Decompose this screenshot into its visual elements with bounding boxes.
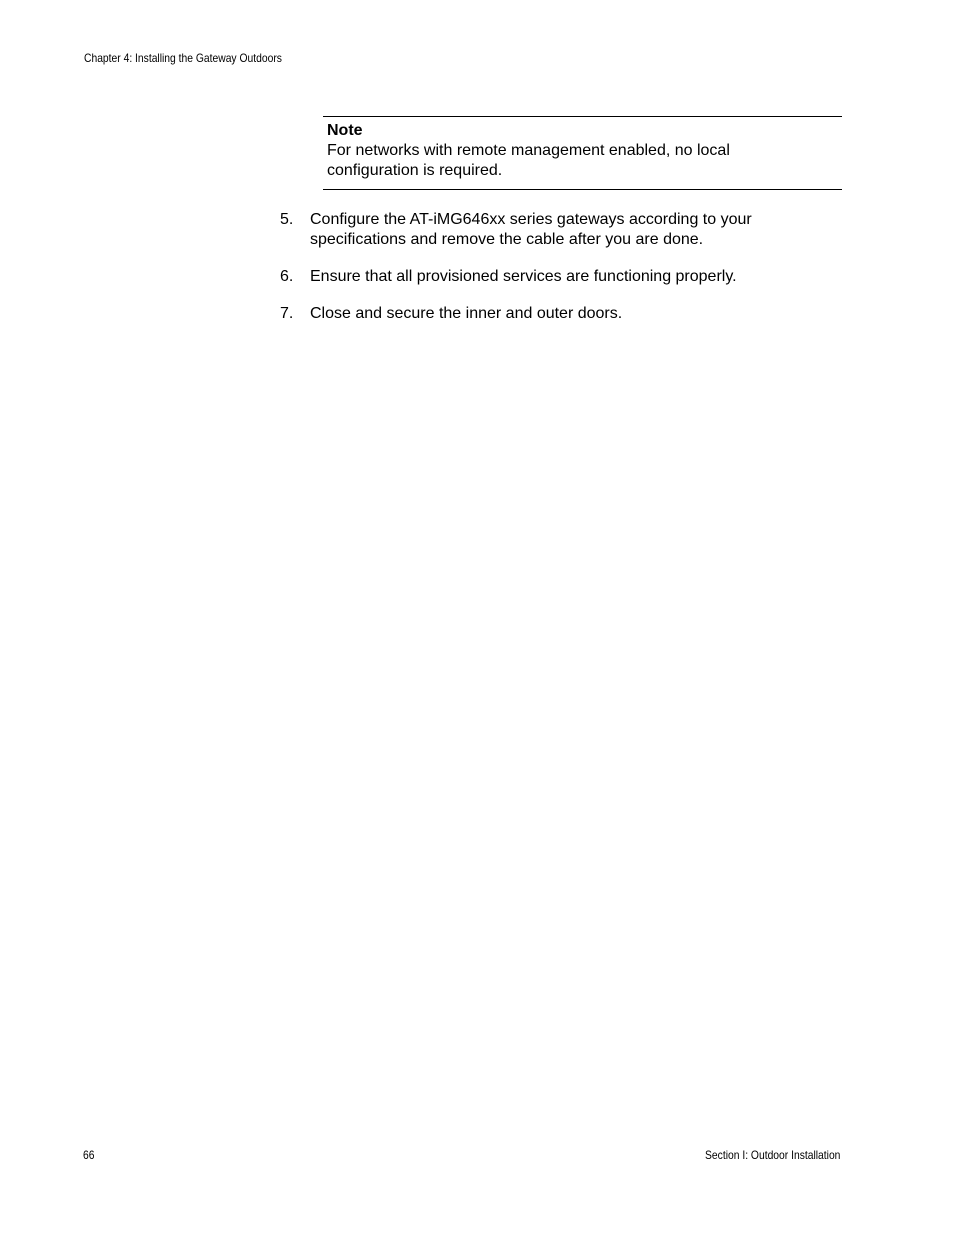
- note-text: [327, 141, 842, 181]
- step-text-line: Configure the AT-iMG646xx series gateways according to your: [310, 211, 752, 228]
- step-text-line: Ensure that all provisioned services are functioning properly.: [310, 268, 737, 285]
- step-5: [280, 210, 820, 250]
- step-text-line: specifications and remove the cable after you are done.: [310, 231, 704, 248]
- note-box: [323, 116, 842, 190]
- step-7: [280, 304, 820, 324]
- note-text-line: configuration is required.: [327, 162, 503, 179]
- running-head: Chapter 4: Installing the Gateway Outdoors: [84, 51, 282, 65]
- note-text-line: For networks with remote management enabled, no local: [327, 142, 730, 159]
- step-number: 7.: [280, 305, 294, 322]
- note-title: Note: [327, 122, 363, 139]
- procedure-steps: [280, 210, 820, 341]
- step-6: [280, 267, 820, 287]
- step-text-line: Close and secure the inner and outer doors.: [310, 305, 623, 322]
- page-number: 66: [83, 1148, 95, 1162]
- step-number: 5.: [280, 211, 294, 228]
- step-number: 6.: [280, 268, 294, 285]
- footer-section-title: Section I: Outdoor Installation: [704, 1148, 840, 1162]
